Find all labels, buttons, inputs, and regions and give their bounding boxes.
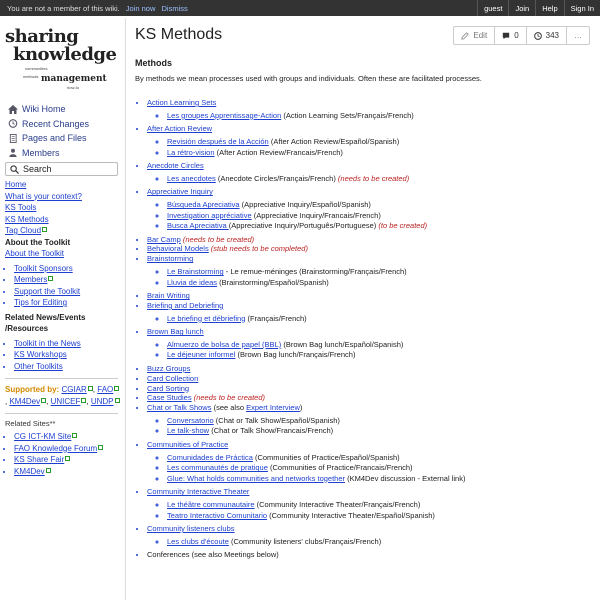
membership-message [7,4,188,13]
nav-link-home[interactable]: Home [5,180,27,189]
translation-note: (Appreciative Inquiry/Português/Portuguese) [228,221,379,231]
ks-share-fair-link[interactable]: KS Share Fair [14,455,65,464]
method-link[interactable]: Anecdote Circles [147,161,204,171]
supporter-km4dev[interactable]: KM4Dev [9,396,41,406]
translation-item[interactable] [167,474,595,485]
translation-item[interactable] [167,148,595,159]
status-note: (to be created) [378,221,428,231]
wiki-home-label: Wiki Home [22,104,66,115]
method-link[interactable]: Community Interactive Theater [147,487,250,497]
translations-list [167,111,595,122]
search-icon [10,165,19,174]
sidebar-item-pages-files[interactable] [5,131,120,146]
members-label: Members [22,147,60,158]
translation-note: (Communities of Practice/Francais/French) [267,463,413,473]
translation-item[interactable] [167,340,595,351]
translation-item[interactable] [167,350,595,361]
translation-link[interactable]: Le Brainstorming [167,267,224,277]
methods-description: By methods we mean processes used with groups and individuals. Often these are facilitated processes. [135,74,482,83]
external-link-icon [42,227,47,232]
logo-small-howto: how-to [67,85,80,90]
translation-note: (KM4Dev discussion - External link) [345,473,466,483]
methods-heading: Methods [135,58,172,68]
translation-link[interactable]: Lluvia de ideas [167,277,218,287]
translation-item[interactable] [167,174,595,185]
tips-editing-link[interactable]: Tips for Editing [14,298,68,307]
method-item[interactable] [147,364,595,374]
members-link[interactable]: Members [14,275,48,284]
translation-note: (After Action Review/Francais/French) [214,147,343,157]
translation-note: (Brown Bag lunch/Français/French) [235,350,356,360]
not-member-text: You are not a member of this wiki. [7,4,120,13]
nav-link-context[interactable]: What is your context? [5,191,82,201]
translation-link[interactable]: Teatro Interactivo Comunitario [167,510,268,520]
logo-small-methods: methods [23,74,39,79]
method-item[interactable] [147,327,595,361]
translation-note: (Chat or Talk Show/Francais/French) [209,426,334,436]
method-item[interactable] [147,124,595,158]
translation-item[interactable] [167,500,595,511]
method-item[interactable] [147,393,595,403]
translation-link[interactable]: Les clubs d'écoute [167,536,229,546]
user-menu[interactable]: guest [477,0,508,16]
method-item[interactable] [147,301,595,324]
tag-cloud-link[interactable]: Tag Cloud [5,226,42,235]
related-item[interactable] [14,349,120,361]
external-link-icon [114,386,119,391]
page-body [135,58,595,560]
method-item[interactable] [147,98,595,121]
method-link[interactable]: Card Sorting [147,383,190,393]
method-note: (see also [211,403,247,413]
translation-note: (Brown Bag lunch/Español/Spanish) [281,339,404,349]
sidebar-item-recent-changes[interactable] [5,117,120,132]
external-link-icon [98,445,103,450]
translation-note: (After Action Review/Español/Spanish) [268,137,400,147]
translation-item[interactable] [167,267,595,278]
translations-list [167,537,595,548]
nav-link-ks-methods[interactable]: KS Methods [5,214,49,224]
divider [5,413,118,414]
translations-list [167,174,595,185]
page-title: KS Methods [135,26,223,43]
related-item[interactable] [14,338,120,350]
translations-list [167,314,595,325]
toolkit-sponsors-link[interactable]: Toolkit Sponsors [14,263,73,273]
views-count: 343 [545,31,559,40]
translation-note: (Anecdote Circles/Français/French) [215,173,338,183]
method-item[interactable] [147,487,595,521]
translation-item[interactable] [167,314,595,325]
method-link[interactable]: Behavioral Models [147,244,209,254]
status-note: (needs to be created) [182,234,255,244]
method-link[interactable]: Appreciative Inquiry [147,187,213,197]
about-item[interactable] [14,286,120,298]
related-sites-label: Related Sites** [5,419,56,428]
translation-item[interactable] [167,278,595,289]
translation-item[interactable] [167,453,595,464]
translation-item[interactable] [167,200,595,211]
sidebar [5,26,120,480]
supporter-undp[interactable]: UNDP [90,396,114,406]
translation-note: (Action Learning Sets/Français/French) [281,110,414,120]
translation-note: (Français/French) [245,313,307,323]
join-now-link[interactable]: Join now [125,4,156,13]
translation-link[interactable]: Conversatorio [167,415,214,425]
method-item[interactable] [147,550,595,560]
translation-item[interactable] [167,463,595,474]
more-button[interactable] [566,27,589,44]
external-link-icon [48,276,53,281]
translation-link[interactable]: Glue: What holds communities and networks together [167,473,346,483]
supporter-cgiar[interactable]: CGIAR [61,385,87,394]
logo-line-sharing: sharing [5,26,79,47]
method-item[interactable] [147,235,595,245]
clock-icon [534,32,542,40]
comments-count: 0 [514,31,519,40]
translation-item[interactable] [167,511,595,522]
translation-note: (Appreciative Inquiry/Francais/French) [251,210,381,220]
translation-link[interactable]: Le briefing et débriefing [167,313,246,323]
translation-item[interactable] [167,537,595,548]
divider [5,378,118,379]
method-link[interactable]: Brown Bag lunch [147,327,204,337]
support-toolkit-link[interactable]: Support the Toolkit [14,286,81,296]
translation-link[interactable]: Le théâtre communautaire [167,500,255,510]
join-button[interactable]: Join [508,0,535,16]
pages-files-label: Pages and Files [22,133,87,144]
translations-list [167,453,595,485]
nav-link-ks-tools[interactable]: KS Tools [5,203,37,212]
method-see-also-link[interactable]: Expert Interview [246,403,300,413]
logo-line-knowledge: knowledge [13,44,117,65]
about-heading: About the Toolkit [5,237,71,247]
translations-list [167,137,595,158]
method-link[interactable]: Buzz Groups [147,363,191,373]
method-item[interactable] [147,403,595,437]
translation-link[interactable]: Busca Apreciativa [167,221,229,231]
supporter-fao[interactable]: FAO [97,385,114,394]
translation-link[interactable]: Almuerzo de bolsa de papel (BBL) [167,339,282,349]
translation-link[interactable]: Revisión después de la Acción [167,137,269,147]
external-link-icon [81,398,86,403]
page-actions [453,26,590,45]
about-item[interactable] [14,297,120,309]
method-item[interactable] [147,374,595,384]
translation-note: (Community listeners' clubs/Français/French) [228,536,382,546]
external-link-icon [115,398,120,403]
help-button[interactable]: Help [535,0,563,16]
method-link[interactable]: Case Studies [147,393,192,403]
home-icon [8,105,18,114]
translation-item[interactable] [167,416,595,427]
translation-link[interactable]: Les communautés de pratique [167,463,268,473]
method-link[interactable]: Card Collection [147,373,199,383]
sidebar-item-members[interactable] [5,146,120,161]
external-link-icon [41,398,46,403]
pages-icon [8,134,18,143]
about-toolkit-link[interactable]: About the Toolkit [5,249,65,258]
sign-in-button[interactable]: Sign In [564,0,600,16]
km4dev-link[interactable]: KM4Dev [14,466,45,476]
translations-list [167,200,595,232]
method-note: ) [299,403,303,413]
related-site-item[interactable] [14,454,120,466]
nav-link-tag-cloud[interactable] [5,225,120,237]
related-site-item[interactable] [14,431,120,443]
comments-button[interactable] [494,27,525,44]
translation-link[interactable]: Investigation appréciative [167,210,252,220]
views-button[interactable] [526,27,566,44]
translation-link[interactable]: Le talk-show [167,426,210,436]
related-item[interactable] [14,361,120,373]
translation-note: (Chat or Talk Show/Español/Spanish) [213,415,340,425]
translation-link[interactable]: Búsqueda Apreciativa [167,200,240,210]
cg-ict-km-link[interactable]: CG ICT-KM Site [14,432,72,441]
status-note: (needs to be created) [193,393,265,403]
translation-item[interactable] [167,111,595,122]
fao-forum-link[interactable]: FAO Knowledge Forum [14,443,98,453]
about-item[interactable] [14,274,120,286]
more-label: … [574,31,582,40]
translation-link[interactable]: Les anecdotes [167,173,216,183]
translation-note: (Community Interactive Theater/Français/French) [254,500,421,510]
search-label: Search [23,164,52,174]
edit-label: Edit [473,31,488,40]
edit-button[interactable] [454,27,494,44]
translations-list [167,416,595,437]
translations-list [167,340,595,361]
supporters: Supported by: CGIAR , FAO, KM4Dev , UNICEF , UNDP [5,384,120,407]
method-item[interactable] [147,161,595,184]
external-link-icon [88,386,93,391]
method-link[interactable]: Action Learning Sets [147,98,217,107]
translation-note: (Communities of Practice/Español/Spanish) [252,452,400,462]
translation-link[interactable]: Les groupes Apprentissage-Action [167,110,282,120]
logo-small-communities: communities [25,66,48,71]
recent-changes-label: Recent Changes [22,118,90,129]
method-link[interactable]: Brainstorming [147,254,194,264]
translations-list [167,500,595,521]
dismiss-link[interactable]: Dismiss [161,4,188,13]
top-bar [0,0,600,16]
translation-link[interactable]: Comunidades de Práctica [167,452,253,462]
method-link[interactable]: Bar Camp [147,234,181,244]
ks-workshops-link[interactable]: KS Workshops [14,350,67,359]
translation-note: (Appreciative Inquiry/Español/Spanish) [239,200,371,210]
pencil-icon [461,32,469,40]
external-link-icon [46,468,51,473]
translation-note: - Le remue-méninges (Brainstorming/Français/French) [223,267,407,277]
related-heading: Related News/Events /Resources [5,312,86,333]
logo-line-management: management [41,74,107,84]
method-item[interactable] [147,524,595,547]
translation-item[interactable] [167,211,595,222]
search-input[interactable] [5,162,118,176]
translations-list [167,267,595,288]
method-link[interactable]: Communities of Practice [147,439,229,449]
translation-note: (Brainstorming/Español/Spanish) [217,277,329,287]
supported-label: Supported by: [5,385,60,394]
method-link[interactable]: Briefing and Debriefing [147,300,224,310]
method-link[interactable]: After Action Review [147,124,213,134]
method-link[interactable]: Community listeners clubs [147,524,235,534]
external-link-icon [72,433,77,438]
translation-link[interactable]: La rétro-vision [167,147,215,157]
translation-item[interactable] [167,221,595,232]
toolkit-news-link[interactable]: Toolkit in the News [14,338,81,348]
about-item[interactable] [14,263,120,275]
method-item[interactable] [147,244,595,254]
method-item[interactable] [147,254,595,288]
sidebar-item-wiki-home[interactable] [5,102,120,117]
method-item[interactable] [147,291,595,301]
translation-note: (Community Interactive Theater/Español/Spanish) [267,510,435,520]
external-link-icon [65,456,70,461]
members-icon [8,148,18,157]
translation-item[interactable] [167,137,595,148]
supporter-unicef[interactable]: UNICEF [50,396,81,406]
comment-icon [502,32,510,40]
method-plain-text: Conferences (see also Meetings below) [147,550,279,560]
clock-icon [8,119,18,128]
wiki-logo[interactable] [5,26,117,96]
translation-item[interactable] [167,426,595,437]
related-site-item[interactable] [14,466,120,478]
method-item[interactable] [147,187,595,231]
method-item[interactable] [147,440,595,484]
method-link[interactable]: Brain Writing [147,291,190,301]
related-site-item[interactable] [14,443,120,455]
status-note: (needs to be created) [337,173,410,183]
method-link[interactable]: Chat or Talk Shows [147,403,212,413]
main-content [125,18,600,600]
methods-list [147,98,595,560]
status-note: (stub needs to be completed) [210,244,308,254]
other-toolkits-link[interactable]: Other Toolkits [14,361,63,371]
method-item[interactable] [147,384,595,394]
translation-link[interactable]: Le déjeuner informel [167,350,236,360]
